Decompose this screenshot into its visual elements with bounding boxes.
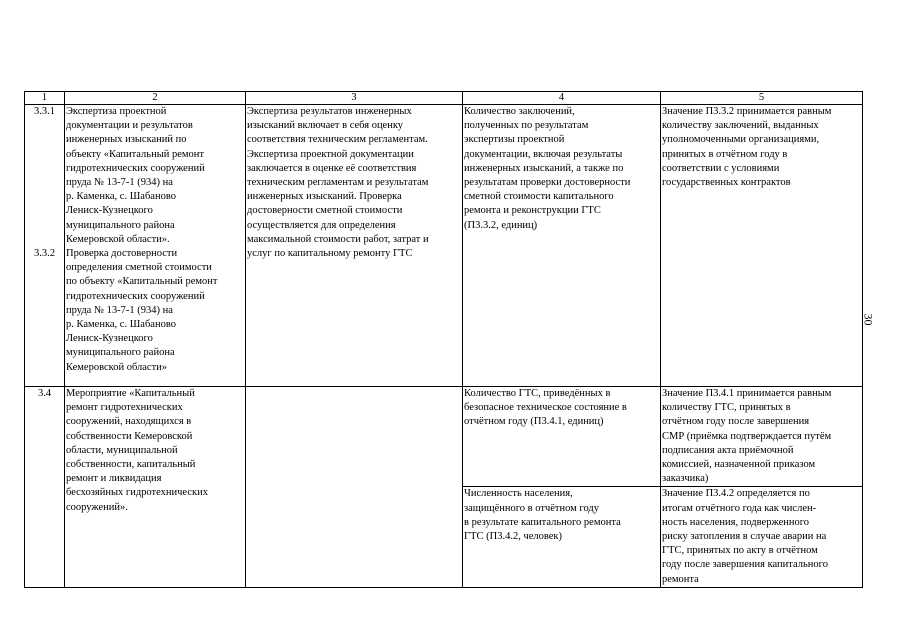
- row-number-cell: [25, 105, 65, 387]
- method-text: Значение П3.3.2 принимается равным количеству заключений, выданных уполномоченными организациями, принятых в отчётном году в соответствии с условиями государственных контрактов: [662, 106, 832, 189]
- indicator-table: [24, 91, 863, 588]
- method-cell: [661, 105, 863, 387]
- page-number: 30: [861, 313, 876, 326]
- measure-text: Мероприятие «Капитальный ремонт гидротехнических сооружений, находящихся в собственности Кемеровской области, муниципальной собственности, капитальный ремонт и ликвидация бесхозяйных гидротехнических сооружений».: [66, 388, 208, 513]
- measure-cell: [65, 387, 246, 588]
- measure-cell: [65, 105, 246, 387]
- description-cell: [246, 105, 463, 387]
- indicator-text: Количество заключений, полученных по результатам экспертизы проектной документации, включая результаты инженерных изысканий, а также по результатам проверки достоверности сметной стоимости капитального ремонта и реконструкции ГТС (П3.3.2, единиц): [464, 106, 631, 231]
- indicator-cell: [463, 105, 661, 387]
- indicator-cell: [463, 387, 661, 487]
- measure-text: Экспертиза проектной документации и результатов инженерных изысканий по объекту «Капитальный ремонт гидротехнических сооружений пруда № 13-7-1 (934) на р. Каменка, с. Шабаново Лениск-Кузнецкого муниципального района Кемеровской области».: [66, 106, 205, 245]
- row-number-cell: [25, 387, 65, 588]
- description-cell: [246, 387, 463, 588]
- indicator-text: Численность населения, защищённого в отчётном году в результате капитального ремонта ГТС (П3.4.2, человек): [464, 488, 621, 543]
- indicator-text: Количество ГТС, приведённых в безопасное техническое состояние в отчётном году (П3.4.1, единиц): [464, 388, 627, 428]
- method-cell: [661, 487, 863, 587]
- header-cell: 4: [463, 92, 661, 105]
- header-cell: 3: [246, 92, 463, 105]
- header-cell: 5: [661, 92, 863, 105]
- description-text: Экспертиза результатов инженерных изысканий включает в себя оценку соответствия техническим регламентам. Экспертиза проектной документации заключается в оценке её соответствия техническим регламентам и результатам инженерных изысканий. Проверка достоверности сметной стоимости осуществляется для определения максимальной стоимости работ, затрат и услуг по капитальному ремонту ГТС: [247, 106, 429, 260]
- measure-text: Проверка достоверности определения сметной стоимости по объекту «Капитальный ремонт гидротехнических сооружений пруда № 13-7-1 (934) на р. Каменка, с. Шабаново Лениск-Кузнецкого муниципального района Кемеровской области»: [66, 248, 218, 373]
- header-cell: 2: [65, 92, 246, 105]
- method-cell: [661, 387, 863, 487]
- indicator-cell: [463, 487, 661, 587]
- method-text: Значение П3.4.1 принимается равным количеству ГТС, принятых в отчётном году после завершения СМР (приёмка подтверждается путём подписания акта приёмочной комиссией, назначенной приказом заказчика): [662, 388, 832, 485]
- header-cell: 1: [25, 92, 65, 105]
- table-header-row: [25, 92, 863, 105]
- method-text: Значение П3.4.2 определяется по итогам отчётного года как числен- ность населения, подверженного риску затопления в случае аварии на ГТС, принятых по акту в отчётном году после завершения капитального ремонта: [662, 488, 828, 585]
- table-row: [25, 387, 863, 487]
- row-number: 3.3.1: [34, 106, 55, 117]
- row-number: 3.3.2: [34, 248, 55, 260]
- table-row: [25, 105, 863, 387]
- row-number: 3.4: [37, 388, 52, 399]
